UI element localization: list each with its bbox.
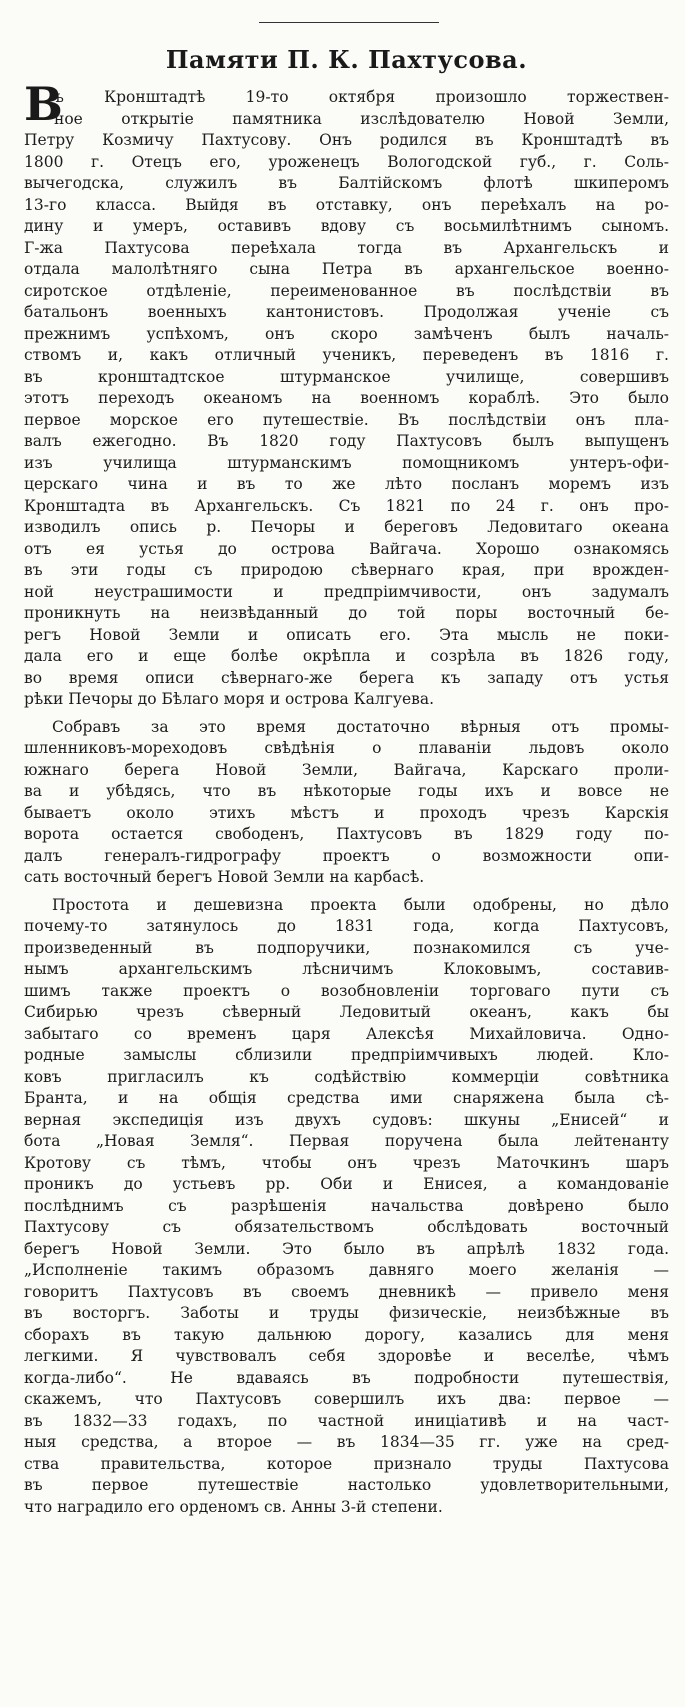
- text-line: шленниковъ-мореходовъ свѣдѣнія о плаваніи льдовъ около: [24, 739, 669, 757]
- text-line: Кротову съ тѣмъ, чтобы онъ чрезъ Маточкинъ шаръ: [24, 1153, 669, 1172]
- text-line: легкими. Я чувствовалъ себя здоровѣе и веселѣе, чѣмъ: [24, 1347, 669, 1365]
- text-line: 1800 г. Отецъ его, уроженецъ Вологодской губ., г. Соль-: [24, 152, 669, 171]
- text-line: „Исполненіе такимъ образомъ давняго моего желанія —: [24, 1261, 669, 1279]
- text-line: когда-либо“. Не вдаваясь въ подробности путешествія,: [24, 1368, 669, 1387]
- text-line: дину и умеръ, оставивъ вдову съ восьмилѣтнимъ сыномъ.: [24, 217, 669, 235]
- text-line: въ первое путешествіе настолько удовлетворительными,: [24, 1476, 669, 1494]
- text-line: Простота и дешевизна проекта были одобрены, но дѣло: [52, 895, 669, 914]
- text-line: скажемъ, что Пахтусовъ совершилъ ихъ два: первое —: [24, 1390, 669, 1408]
- text-line: валъ ежегодно. Въ 1820 году Пахтусовъ былъ выпущенъ: [24, 432, 669, 450]
- text-line: Кронштадта въ Архангельскъ. Съ 1821 по 24 г. онъ про-: [24, 496, 669, 515]
- text-line: сборахъ въ такую дальнюю дорогу, казались для меня: [24, 1325, 669, 1344]
- text-line: этотъ переходъ океаномъ на военномъ кораблѣ. Это было: [24, 389, 669, 407]
- top-rule-divider: [259, 22, 439, 23]
- text-line: отдала малолѣтняго сына Петра въ архангельское военно-: [24, 260, 669, 278]
- text-line: произведенный въ подпоручики, познакомился съ уче-: [24, 938, 669, 957]
- text-line: южнаго берега Новой Земли, Вайгача, Карскаго проли-: [24, 760, 669, 779]
- text-line: родные замыслы сблизили предпріимчивыхъ людей. Кло-: [24, 1046, 669, 1064]
- text-line: сать восточный берегъ Новой Земли на карбасѣ.: [24, 868, 425, 886]
- text-line: бываетъ около этихъ мѣстъ и проходъ чрезъ Карскія: [24, 803, 669, 822]
- paragraph-2: [24, 717, 669, 889]
- text-line: сиротское отдѣленіе, переименованное въ послѣдствіи въ: [24, 281, 669, 300]
- text-line: рѣки Печоры до Бѣлаго моря и острова Калгуева.: [24, 690, 435, 708]
- text-line: во время описи сѣвернаго-же берега къ западу отъ устья: [24, 668, 669, 687]
- text-line: Г-жа Пахтусова переѣхала тогда въ Архангельскъ и: [24, 238, 669, 257]
- text-line: въ 1832—33 годахъ, по частной иниціативѣ и на част-: [24, 1411, 669, 1430]
- text-line: въ эти годы съ природою сѣвернаго края, при врожден-: [24, 561, 669, 579]
- text-line: дала его и еще болѣе окрѣпла и созрѣла въ 1826 году,: [24, 647, 669, 665]
- text-line: регъ Новой Земли и описать его. Эта мысль не поки-: [24, 625, 669, 644]
- article-title: Памяти П. К. Пахтусова.: [165, 45, 528, 74]
- text-line: говоритъ Пахтусовъ въ своемъ дневникѣ — привело меня: [24, 1282, 669, 1301]
- text-line: ной неустрашимости и предпріимчивости, онъ задумалъ: [24, 582, 669, 601]
- paragraph-1: [24, 77, 669, 711]
- text-line: Петру Козмичу Пахтусову. Онъ родился въ Кронштадтѣ въ: [24, 131, 669, 149]
- text-line: послѣднимъ съ разрѣшенія начальства довѣрено было: [24, 1196, 669, 1215]
- text-line: ва и убѣдясь, что въ нѣкоторые годы ихъ и вовсе не: [24, 782, 669, 800]
- text-line: ныя средства, а второе — въ 1834—35 гг. уже на сред-: [24, 1433, 669, 1451]
- paragraph-2-lines: [24, 717, 669, 889]
- text-line: Пахтусову съ обязательствомъ обслѣдовать восточный: [24, 1218, 669, 1236]
- text-line: Бранта, и на общія средства ими снаряжена была сѣ-: [24, 1089, 669, 1107]
- text-line: нымъ архангельскимъ лѣсничимъ Клоковымъ, составив-: [24, 960, 669, 978]
- text-line: 13-го класса. Выйдя въ отставку, онъ переѣхалъ на ро-: [24, 195, 669, 214]
- text-line: изъ училища штурманскимъ помощникомъ унтеръ-офи-: [24, 453, 669, 472]
- text-line: прежнимъ успѣхомъ, онъ скоро замѣченъ былъ началь-: [24, 324, 669, 343]
- paragraph-1-lines: [24, 87, 669, 711]
- text-line: бота „Новая Земля“. Первая поручена была лейтенанту: [24, 1132, 669, 1150]
- paragraph-3: [24, 895, 669, 1519]
- text-line: что наградило его орденомъ св. Анны 3-й степени.: [24, 1497, 443, 1516]
- text-line: въ кронштадтское штурманское училище, совершивъ: [24, 367, 669, 386]
- text-line: ствомъ и, какъ отличный ученикъ, переведенъ въ 1816 г.: [24, 346, 669, 364]
- text-line: проникъ до устьевъ рр. Оби и Енисея, а командованіе: [24, 1175, 669, 1193]
- text-line: церскаго чина и въ то же лѣто посланъ моремъ изъ: [24, 475, 669, 493]
- paragraph-3-lines: [24, 895, 669, 1519]
- text-line: батальонъ военныхъ кантонистовъ. Продолжая ученіе съ: [24, 303, 669, 321]
- text-line: верная экспедиція изъ двухъ судовъ: шкуны „Енисей“ и: [24, 1110, 669, 1129]
- article-body: [24, 77, 669, 1518]
- text-line: проникнуть на неизвѣданный до той поры восточный бе-: [24, 604, 669, 622]
- text-line: въ восторгъ. Заботы и труды физическіе, неизбѣжные въ: [24, 1304, 669, 1322]
- text-line: ства правительства, которое признало труды Пахтусова: [24, 1454, 669, 1473]
- text-line: отъ ея устья до острова Вайгача. Хорошо ознакомясь: [24, 539, 669, 558]
- text-line: далъ генералъ-гидрографу проектъ о возможности опи-: [24, 846, 669, 865]
- text-line: берегъ Новой Земли. Это было въ апрѣлѣ 1832 года.: [24, 1239, 669, 1258]
- text-line: ворота остается свободенъ, Пахтусовъ въ 1829 году по-: [24, 825, 669, 843]
- drop-cap: В: [24, 77, 63, 131]
- text-line: ное открытіе памятника изслѣдователю Новой Земли,: [54, 109, 669, 128]
- text-line: первое морское его путешествіе. Въ послѣдствіи онъ пла-: [24, 410, 669, 429]
- text-line: Собравъ за это время достаточно вѣрныя отъ промы-: [52, 717, 669, 736]
- text-line: вычегодска, служилъ въ Балтійскомъ флотѣ шкиперомъ: [24, 174, 669, 192]
- text-line: изводилъ опись р. Печоры и береговъ Ледовитаго океана: [24, 518, 669, 536]
- text-line: шимъ также проектъ о возобновленіи торговаго пути съ: [24, 981, 669, 1000]
- text-line: ковъ пригласилъ къ содѣйствію коммерціи совѣтника: [24, 1067, 669, 1086]
- text-line: Сибирью чрезъ сѣверный Ледовитый океанъ, какъ бы: [24, 1003, 669, 1021]
- text-line: почему-то затянулось до 1831 года, когда Пахтусовъ,: [24, 917, 669, 935]
- text-line: забытаго со временъ царя Алексѣя Михайловича. Одно-: [24, 1024, 669, 1043]
- text-line: ъ Кронштадтѣ 19-то октября произошло торжествен-: [54, 88, 669, 106]
